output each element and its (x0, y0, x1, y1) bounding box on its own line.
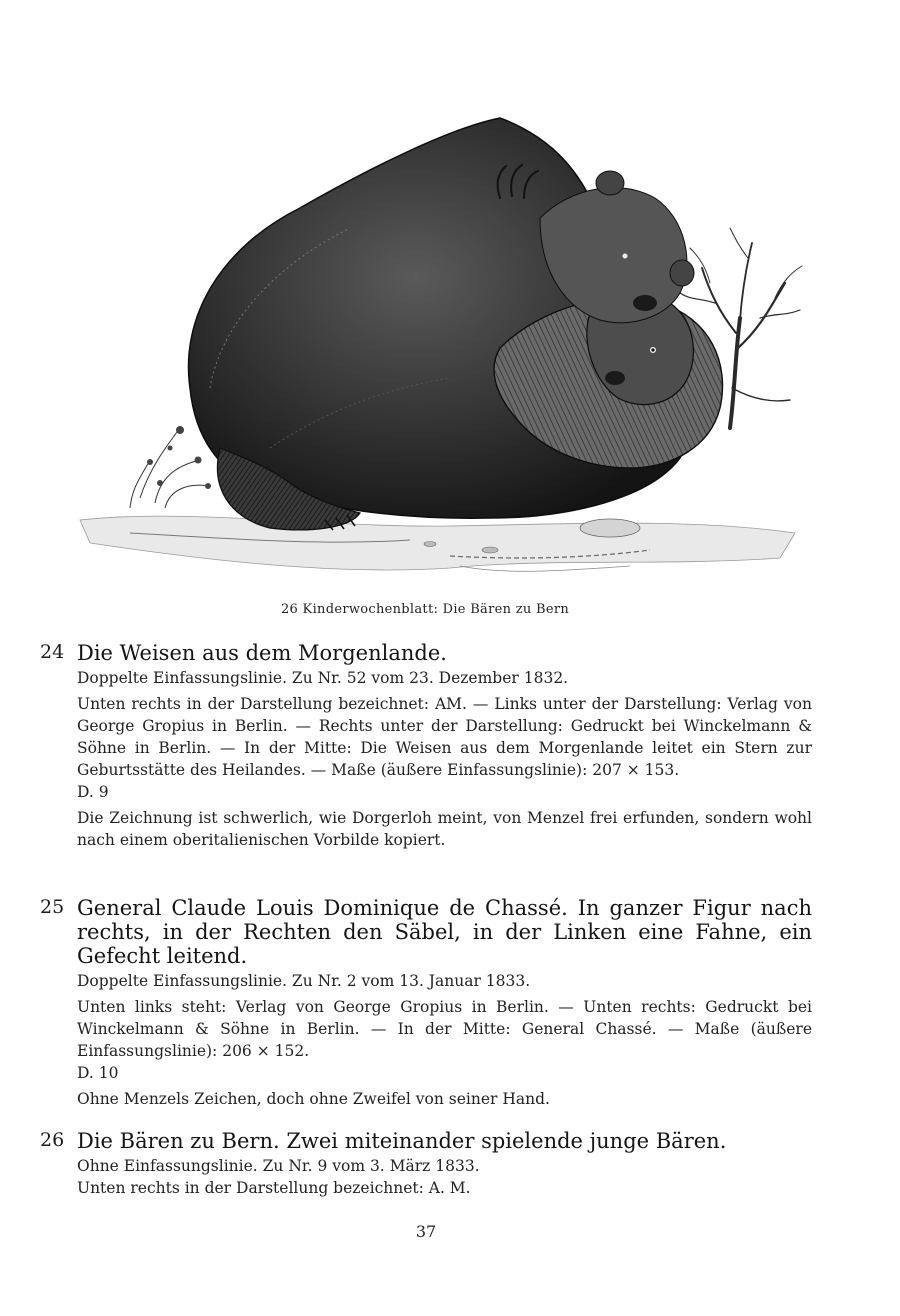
entry-title: General Claude Louis Dominique de Chassé. In ganzer Figur nach rechts, in der Rechten den Säbel, in der Linken eine Fahne, ein Gefecht leitend. (77, 896, 812, 968)
page-number: 37 (415, 1222, 437, 1241)
entry-reference: D. 9 (77, 783, 109, 801)
entry-format: Doppelte Einfassungslinie. Zu Nr. 52 vom 23. Dezember 1832. (77, 669, 569, 687)
figure-caption: 26 Kinderwochenblatt: Die Bären zu Bern (280, 602, 570, 617)
entry-inscription: Unten rechts in der Darstellung bezeichnet: AM. — Links unter der Darstellung: Verlag von George Gropius in Berlin. — Rechts unter der Darstellung: Gedruckt bei Winckelmann & Söhne in Berlin. — In der Mitte: Die Weisen aus dem Morgenlande leitet ein Stern zur Geburtsstätte des Heilandes. — Maße (äußere Einfassungslinie): 207 × 153. (77, 695, 812, 779)
entry-reference: D. 10 (77, 1064, 119, 1082)
entry-format: Doppelte Einfassungslinie. Zu Nr. 2 vom 13. Januar 1833. (77, 972, 531, 990)
entry-number: 24 (40, 641, 65, 663)
entry-inscription: Unten links steht: Verlag von George Gropius in Berlin. — Unten rechts: Gedruckt bei Winckelmann & Söhne in Berlin. — In der Mitte: General Chassé. — Maße (äußere Einfassungslinie): 206 × 152. (77, 998, 812, 1060)
entry-title: Die Bären zu Bern. Zwei miteinander spielende junge Bären. (77, 1129, 727, 1153)
entry-title: Die Weisen aus dem Morgenlande. (77, 641, 447, 665)
bears-drawing (70, 88, 815, 593)
entry-number: 26 (40, 1129, 65, 1151)
catalog-entry-26 (40, 1129, 812, 1199)
catalog-entry-24 (40, 641, 812, 851)
entry-note: Die Zeichnung ist schwerlich, wie Dorgerloh meint, von Menzel frei erfunden, sondern wohl nach einem oberitalienischen Vorbilde kopiert. (77, 809, 812, 849)
entry-format: Ohne Einfassungslinie. Zu Nr. 9 vom 3. März 1833. (77, 1157, 480, 1175)
entry-inscription: Unten rechts in der Darstellung bezeichnet: A. M. (77, 1179, 471, 1197)
entry-note: Ohne Menzels Zeichen, doch ohne Zweifel von seiner Hand. (77, 1090, 550, 1108)
catalog-entry-25 (40, 896, 812, 1110)
bears-illustration (70, 88, 815, 593)
entry-number: 25 (40, 896, 65, 918)
